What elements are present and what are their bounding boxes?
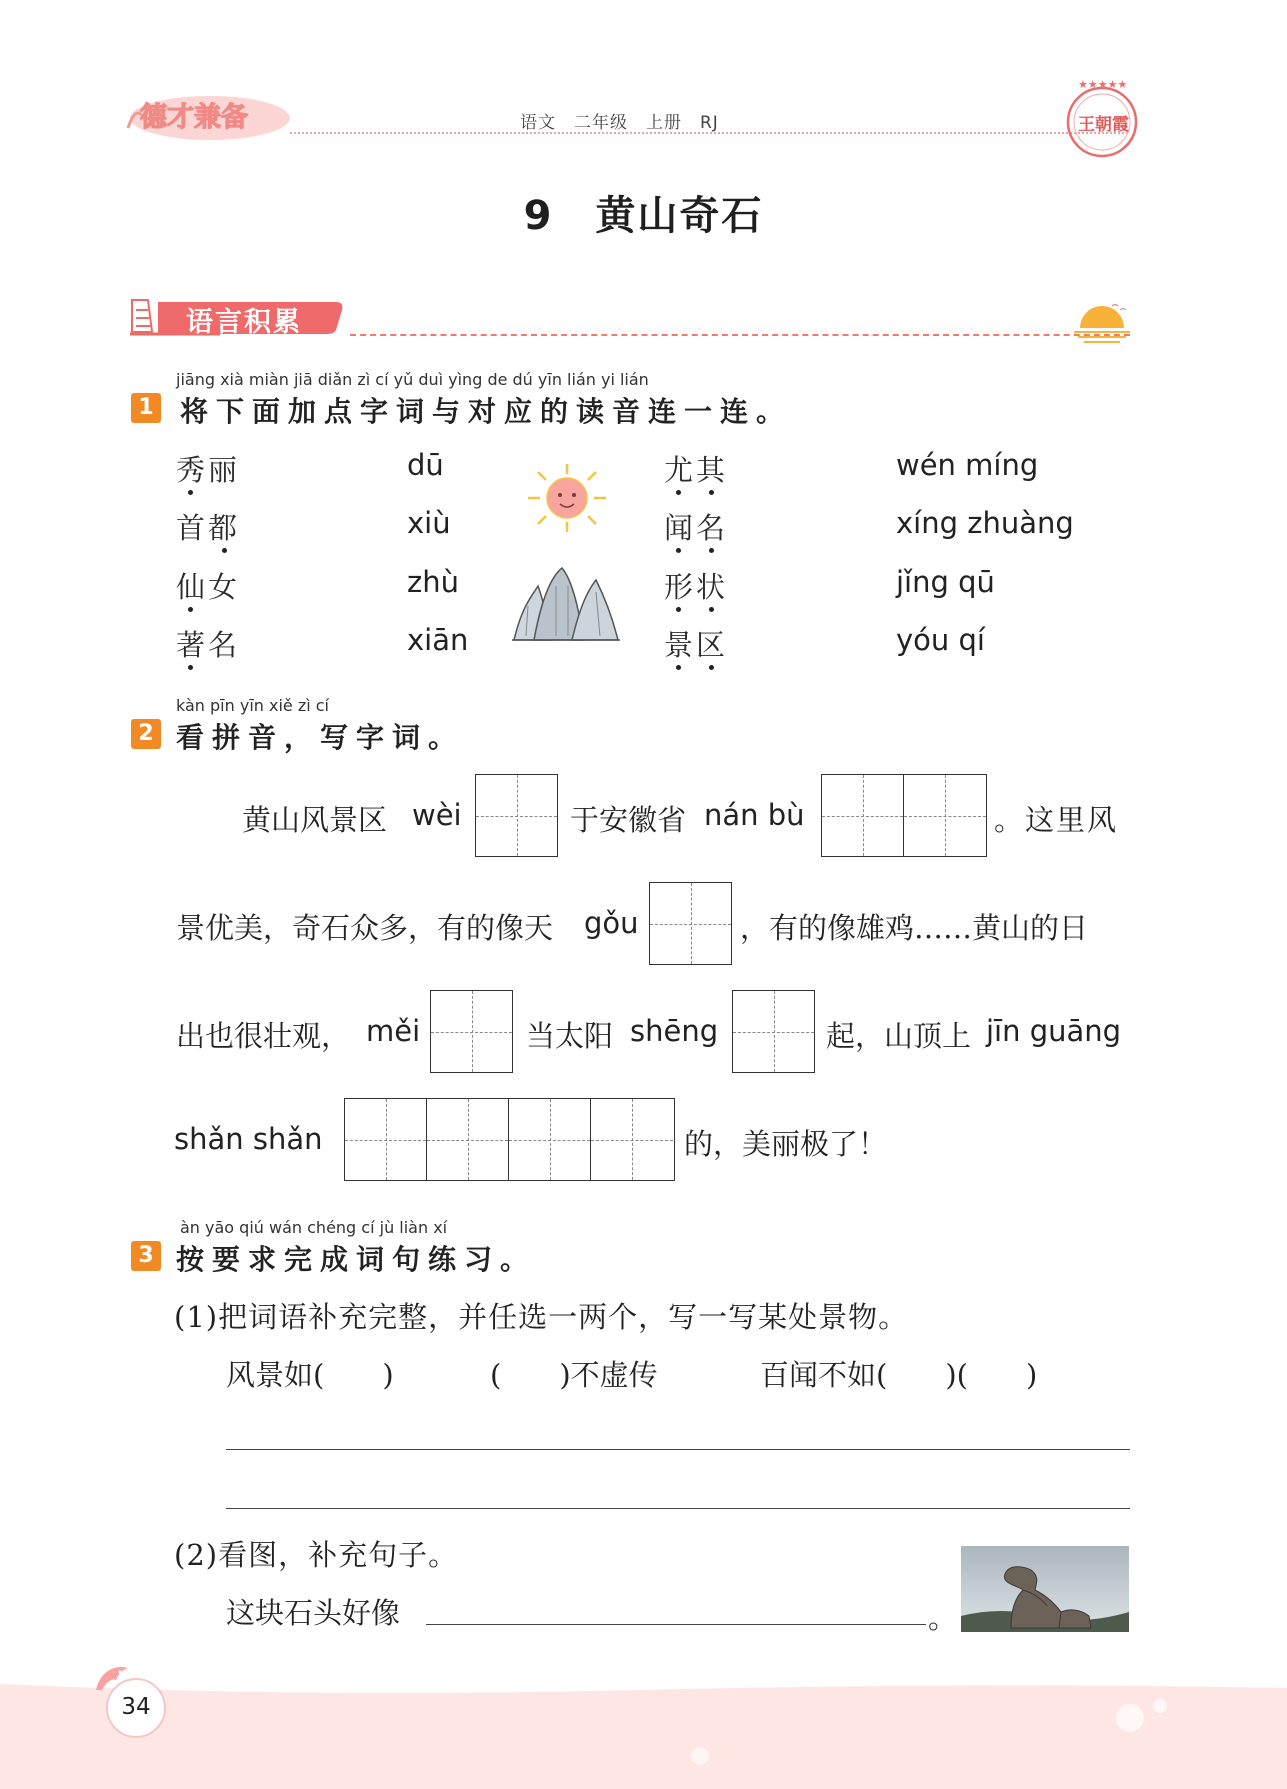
rock-photo — [961, 1546, 1129, 1632]
idiom-fill-1[interactable]: 风景如( ) — [226, 1358, 394, 1392]
footer-decoration — [0, 1684, 1287, 1789]
q3-instruction: 按要求完成词句练习。 — [176, 1243, 537, 1276]
page-title: 9 黄山奇石 — [523, 193, 764, 239]
q3-part2-instruction: (2)看图，补充句子。 — [174, 1538, 459, 1572]
section-divider — [350, 334, 1130, 336]
pinyin-prompt: shǎn shǎn — [174, 1122, 323, 1156]
answer-grid-sheng[interactable] — [732, 990, 815, 1073]
pinyin-prompt: nán bù — [704, 798, 805, 832]
pinyin-prompt: wèi — [412, 798, 462, 832]
passage-text: 。这里风 — [994, 803, 1119, 837]
idiom-fill-3[interactable]: 百闻不如( )( ) — [760, 1358, 1038, 1392]
q1-number-badge: 1 — [131, 393, 161, 423]
passage-text: 景优美，奇石众多，有的像天 — [176, 911, 554, 945]
q1-instruction: 将下面加点字词与对应的读音连一连。 — [180, 395, 793, 428]
q3-pinyin: àn yāo qiú wán chéng cí jù liàn xí — [180, 1218, 448, 1237]
page-number: 34 — [106, 1678, 166, 1738]
subject-label: 语文 二年级 上册 RJ — [520, 113, 719, 133]
q3-part1-instruction: (1)把词语补充完整，并任选一两个，写一写某处景物。 — [174, 1300, 909, 1334]
match-pinyin-right[interactable]: xíng zhuàng — [896, 506, 1074, 540]
passage-text: 的，美丽极了！ — [684, 1127, 888, 1161]
q2-number-badge: 2 — [131, 719, 161, 749]
answer-grid-mei[interactable] — [430, 990, 513, 1073]
writing-line[interactable] — [226, 1449, 1130, 1450]
emphasis-dot — [188, 665, 193, 670]
writing-cell[interactable] — [509, 1099, 591, 1180]
pinyin-prompt: shēng — [630, 1014, 719, 1048]
sentence-end: 。 — [928, 1601, 958, 1635]
q3-number-badge: 3 — [131, 1241, 161, 1271]
writing-cell[interactable] — [650, 883, 731, 964]
q1-pinyin: jiāng xià miàn jiā diǎn zì cí yǔ duì yìng de dú yīn lián yi lián — [176, 370, 649, 389]
writing-cell[interactable] — [427, 1099, 509, 1180]
match-pinyin-right[interactable]: wén míng — [896, 448, 1039, 482]
emphasis-dot — [188, 490, 193, 495]
answer-grid-shanshan-jinguang[interactable] — [344, 1098, 675, 1181]
emphasis-dot — [709, 665, 714, 670]
emphasis-dot — [676, 607, 681, 612]
emphasis-dot — [709, 607, 714, 612]
match-pinyin-left[interactable]: dū — [407, 448, 444, 482]
brand-logo — [118, 88, 293, 144]
sun-icon — [524, 462, 610, 534]
match-pinyin-right[interactable]: jǐng qū — [896, 565, 995, 599]
writing-cell[interactable] — [733, 991, 814, 1072]
emphasis-dot — [709, 490, 714, 495]
emphasis-dot — [676, 548, 681, 553]
pinyin-prompt: gǒu — [584, 906, 639, 940]
emphasis-dot — [676, 490, 681, 495]
match-pinyin-right[interactable]: yóu qí — [896, 623, 985, 657]
pinyin-prompt: měi — [366, 1014, 421, 1048]
match-word-left[interactable]: 秀丽 — [176, 453, 241, 487]
passage-text: ，有的像雄鸡……黄山的日 — [740, 911, 1089, 945]
match-pinyin-left[interactable]: zhù — [407, 565, 459, 599]
seal-text: 王朝霞 — [1078, 115, 1129, 135]
q2-pinyin: kàn pīn yīn xiě zì cí — [176, 696, 329, 715]
passage-text: 于安徽省 — [570, 803, 687, 837]
match-pinyin-left[interactable]: xiān — [407, 623, 469, 657]
writing-cell[interactable] — [476, 775, 557, 856]
match-pinyin-left[interactable]: xiù — [407, 506, 451, 540]
writing-line[interactable] — [226, 1508, 1130, 1509]
sentence-prompt: 这块石头好像 — [226, 1596, 401, 1630]
match-word-right[interactable]: 景区 — [664, 628, 729, 662]
match-word-left[interactable]: 著名 — [176, 628, 241, 662]
emphasis-dot — [188, 607, 193, 612]
answer-grid-wei[interactable] — [475, 774, 558, 857]
answer-grid-nanbu[interactable] — [821, 774, 987, 857]
match-word-left[interactable]: 首都 — [176, 511, 241, 545]
passage-text: 黄山风景区 — [242, 803, 388, 837]
answer-grid-gou[interactable] — [649, 882, 732, 965]
emphasis-dot — [222, 548, 227, 553]
idiom-fill-2[interactable]: ( )不虚传 — [490, 1358, 658, 1392]
sunset-icon — [1072, 300, 1132, 346]
writing-cell[interactable] — [904, 775, 986, 856]
match-word-right[interactable]: 尤其 — [664, 453, 729, 487]
writing-cell[interactable] — [822, 775, 904, 856]
passage-text: 出也很壮观， — [176, 1019, 351, 1053]
mountain-illustration — [512, 566, 620, 642]
svg-text:★★★★★: ★★★★★ — [1078, 78, 1128, 91]
match-word-left[interactable]: 仙女 — [176, 570, 241, 604]
writing-cell[interactable] — [431, 991, 512, 1072]
passage-text: 当太阳 — [526, 1019, 614, 1053]
teacher-seal — [1062, 78, 1142, 160]
passage-text: 起，山顶上 — [826, 1019, 972, 1053]
pinyin-prompt: jīn guāng — [986, 1014, 1122, 1048]
writing-cell[interactable] — [591, 1099, 673, 1180]
match-word-right[interactable]: 闻名 — [664, 511, 729, 545]
sentence-answer-line[interactable] — [426, 1624, 926, 1625]
match-word-right[interactable]: 形状 — [664, 570, 729, 604]
writing-cell[interactable] — [345, 1099, 427, 1180]
q2-instruction: 看拼音，写字词。 — [176, 721, 465, 754]
logo-text: 德才兼备 — [140, 102, 248, 133]
emphasis-dot — [676, 665, 681, 670]
emphasis-dot — [709, 548, 714, 553]
section-label: 语言积累 — [186, 307, 302, 338]
